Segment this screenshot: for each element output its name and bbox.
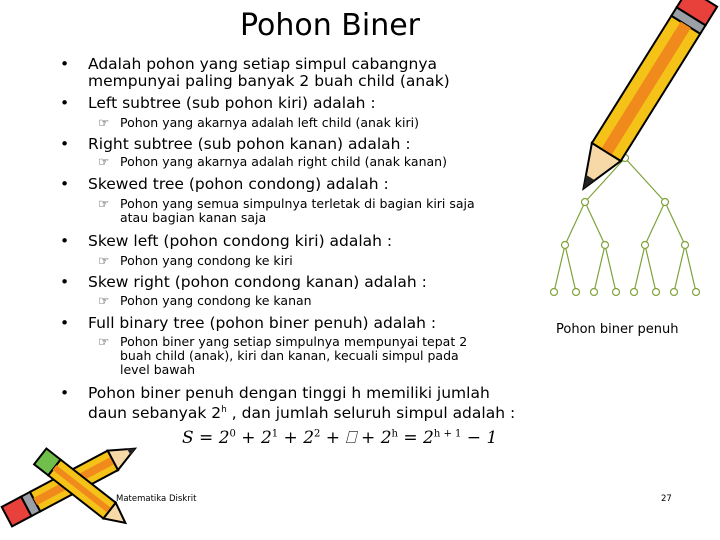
bullet-marker: • (60, 135, 70, 153)
pointing-hand-icon: ☞ (98, 154, 110, 169)
bullet-text-line2 (88, 402, 515, 422)
sub-bullet-text: Pohon yang condong ke kiri (120, 253, 293, 268)
bullet-text-line2: mempunyai paling banyak 2 buah child (anak) (88, 72, 450, 90)
node-count-formula (182, 428, 497, 448)
pointing-hand-icon: ☞ (98, 196, 110, 211)
bullet-marker: • (60, 314, 70, 332)
formula-exponent: h + 1 (433, 428, 462, 440)
bullet-text: Right subtree (sub pohon kanan) adalah : (88, 135, 411, 153)
pointing-hand-icon: ☞ (98, 334, 110, 349)
bullet-text: Pohon biner penuh dengan tinggi h memiliki jumlah (88, 384, 490, 402)
bullet-text: Adalah pohon yang setiap simpul cabangnya (88, 55, 438, 73)
sub-bullet-text: Pohon biner yang setiap simpulnya mempunyai tepat 2 (120, 334, 468, 349)
bullet-text: Full binary tree (pohon biner penuh) adalah : (88, 314, 437, 332)
text-part: , dan jumlah seluruh simpul adalah : (226, 404, 516, 423)
pointing-hand-icon: ☞ (98, 115, 110, 130)
sub-bullet-text: Pohon yang akarnya adalah right child (anak kanan) (120, 154, 447, 169)
sub-bullet-text: Pohon yang semua simpulnya terletak di bagian kiri saja (120, 196, 475, 211)
formula-part: + 2 (235, 428, 272, 448)
sub-bullet-right-subtree (98, 154, 447, 169)
page-number: 27 (661, 494, 672, 504)
bullet-marker: • (60, 273, 70, 291)
bullet-marker: • (60, 94, 70, 112)
slide-title: Pohon Biner (239, 8, 420, 43)
formula-part: + ⎕ + 2 (320, 428, 392, 448)
sub-bullet-text: Pohon yang akarnya adalah left child (anak kiri) (120, 115, 419, 130)
formula-part: − 1 (461, 428, 498, 448)
bullet-marker: • (60, 384, 70, 402)
formula-part: + 2 (278, 428, 315, 448)
formula-part: = 2 (397, 428, 434, 448)
superscript-h: h (221, 405, 227, 415)
sub-bullet-text-line3: level bawah (120, 362, 196, 377)
sub-bullet-left-subtree (98, 115, 419, 130)
bullet-marker: • (60, 55, 70, 73)
pencil-icon (20, 440, 140, 540)
footer-course-name: Matematika Diskrit (116, 494, 197, 504)
bullet-text: Skew left (pohon condong kiri) adalah : (88, 232, 393, 250)
bullet-text: Skew right (pohon condong kanan) adalah : (88, 273, 427, 291)
formula-exponent: 1 (271, 428, 279, 440)
bullet-text: Skewed tree (pohon condong) adalah : (88, 175, 389, 193)
bullet-marker: • (60, 175, 70, 193)
sub-bullet-skewed-tree (98, 196, 475, 225)
pencil-icon (560, 0, 720, 200)
sub-bullet-text-line2: buah child (anak), kiri dan kanan, kecuali simpul pada (120, 348, 459, 363)
pointing-hand-icon: ☞ (98, 293, 110, 308)
sub-bullet-skew-right (98, 293, 312, 308)
formula-exponent: 2 (314, 428, 321, 440)
sub-bullet-full-binary-tree (98, 334, 468, 377)
formula-part: S = 2 (182, 428, 230, 448)
bullet-marker: • (60, 232, 70, 250)
sub-bullet-text-line2: atau bagian kanan saja (120, 210, 267, 225)
text-part: daun sebanyak 2 (88, 404, 222, 423)
formula-exponent: h (391, 428, 398, 440)
bullet-text: Left subtree (sub pohon kiri) adalah : (88, 94, 376, 112)
pointing-hand-icon: ☞ (98, 253, 110, 268)
sub-bullet-skew-left (98, 253, 293, 268)
tree-caption: Pohon biner penuh (556, 322, 679, 337)
formula-exponent: 0 (229, 428, 236, 440)
sub-bullet-text: Pohon yang condong ke kanan (120, 293, 312, 308)
